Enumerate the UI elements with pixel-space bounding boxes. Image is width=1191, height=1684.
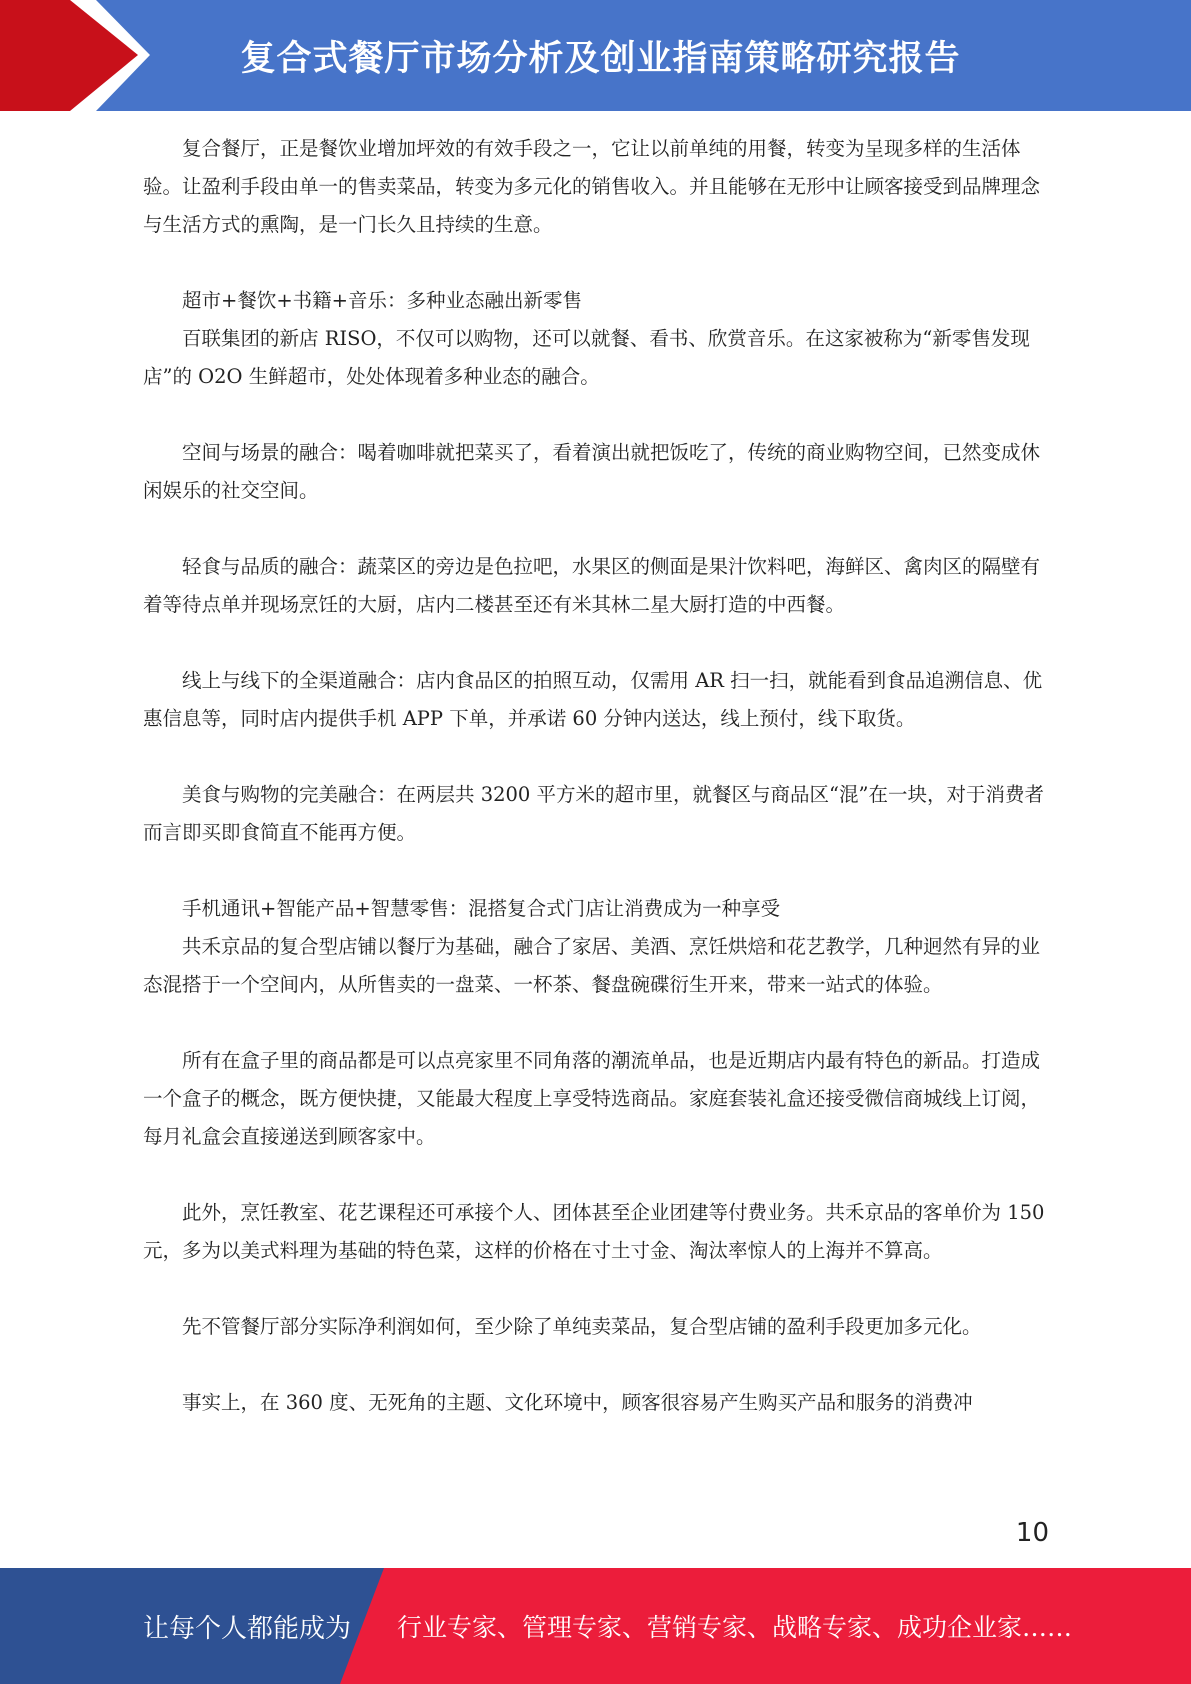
paragraph: 此外，烹饪教室、花艺课程还可承接个人、团体甚至企业团建等付费业务。共禾京品的客单价为 150 元，多为以美式料理为基础的特色菜，这样的价格在寸土寸金、淘汰率惊人的上海并不算高。: [143, 1201, 1045, 1262]
page-number: 10: [1015, 1518, 1049, 1548]
paragraph: 事实上，在 360 度、无死角的主题、文化环境中，顾客很容易产生购买产品和服务的消费冲: [182, 1391, 973, 1414]
body-text: [143, 130, 1048, 1422]
report-title: 复合式餐厅市场分析及创业指南策略研究报告: [240, 38, 961, 79]
paragraph: 所有在盒子里的商品都是可以点亮家里不同角落的潮流单品，也是近期店内最有特色的新品。打造成一个盒子的概念，既方便快捷，又能最大程度上享受特选商品。家庭套装礼盒还接受微信商城线上订阅，每月礼盒会直接递送到顾客家中。: [143, 1049, 1041, 1148]
paragraph: 美食与购物的完美融合：在两层共 3200 平方米的超市里，就餐区与商品区“混”在一块，对于消费者而言即买即食简直不能再方便。: [143, 783, 1044, 844]
paragraph: 复合餐厅，正是餐饮业增加坪效的有效手段之一，它让以前单纯的用餐，转变为呈现多样的生活体验。让盈利手段由单一的售卖菜品，转变为多元化的销售收入。并且能够在无形中让顾客接受到品牌理念与生活方式的熏陶，是一门长久且持续的生意。: [143, 137, 1041, 236]
paragraph: 线上与线下的全渠道融合：店内食品区的拍照互动，仅需用 AR 扫一扫，就能看到食品追溯信息、优惠信息等，同时店内提供手机 APP 下单，并承诺 60 分钟内送达，线上预付，线下取货。: [143, 669, 1043, 730]
paragraph: 空间与场景的融合：喝着咖啡就把菜买了，看着演出就把饭吃了，传统的商业购物空间，已然变成休闲娱乐的社交空间。: [143, 441, 1041, 502]
paragraph: 百联集团的新店 RISO，不仅可以购物，还可以就餐、看书、欣赏音乐。在这家被称为“新零售发现店”的 O2O 生鲜超市，处处体现着多种业态的融合。: [143, 327, 1030, 388]
section-heading: 手机通讯+智能产品+智慧零售：混搭复合式门店让消费成为一种享受: [182, 897, 781, 920]
paragraph: 先不管餐厅部分实际净利润如何，至少除了单纯卖菜品，复合型店铺的盈利手段更加多元化。: [182, 1315, 982, 1338]
paragraph: 轻食与品质的融合：蔬菜区的旁边是色拉吧，水果区的侧面是果汁饮料吧，海鲜区、禽肉区的隔壁有着等待点单并现场烹饪的大厨，店内二楼甚至还有米其林二星大厨打造的中西餐。: [143, 555, 1041, 616]
footer-slogan-left: 让每个人都能成为: [143, 1613, 352, 1644]
section-heading: 超市+餐饮+书籍+音乐：多种业态融出新零售: [182, 289, 583, 312]
paragraph: 共禾京品的复合型店铺以餐厅为基础，融合了家居、美酒、烹饪烘焙和花艺教学，几种迥然有异的业态混搭于一个空间内，从所售卖的一盘菜、一杯茶、餐盘碗碟衍生开来，带来一站式的体验。: [143, 935, 1041, 996]
footer-slogan-right: 行业专家、管理专家、营销专家、战略专家、成功企业家……: [397, 1613, 1073, 1642]
